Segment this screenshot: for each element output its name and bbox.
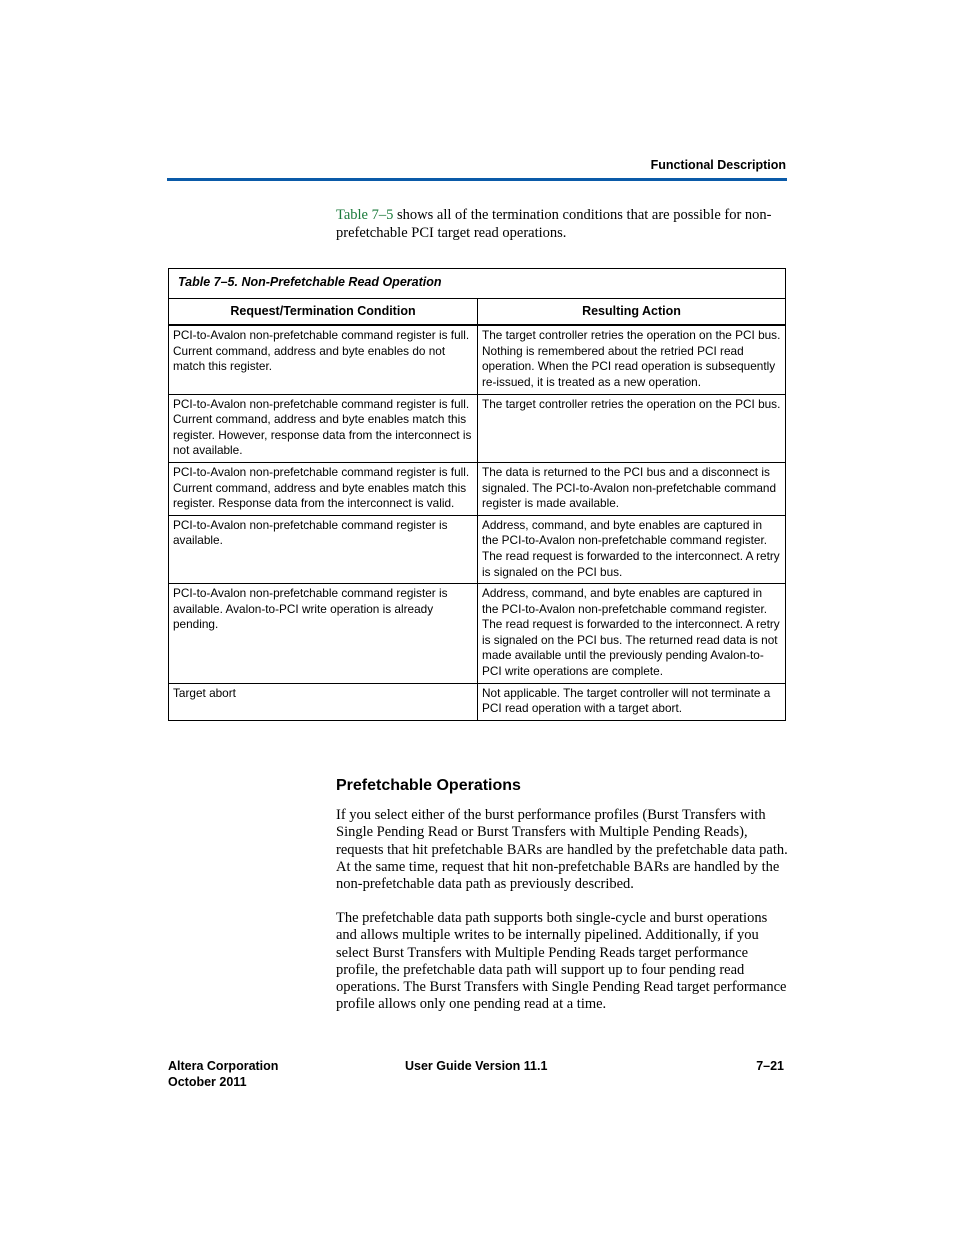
intro-text: shows all of the termination conditions that are possible for non-prefetchable PCI target read operations. <box>336 207 772 241</box>
footer-date: October 2011 <box>168 1074 247 1089</box>
intro-paragraph <box>336 207 786 242</box>
condition-cell: PCI-to-Avalon non-prefetchable command register is full. Current command, address and byte enables do not match this register. <box>169 325 478 394</box>
action-cell: Address, command, and byte enables are captured in the PCI-to-Avalon non-prefetchable command register. The read request is forwarded to the interconnect. A retry is signaled on the PCI bus. <box>478 515 786 583</box>
footer-guide-version: User Guide Version 11.1 <box>405 1059 548 1073</box>
footer-page-number: 7–21 <box>756 1059 784 1073</box>
table-row <box>169 515 786 583</box>
condition-cell: Target abort <box>169 683 478 720</box>
table-row <box>169 325 786 394</box>
condition-cell: PCI-to-Avalon non-prefetchable command register is full. Current command, address and byte enables match this register. However, response data from the interconnect is not available. <box>169 394 478 462</box>
table-cross-reference-link[interactable]: Table 7–5 <box>336 207 394 223</box>
condition-cell: PCI-to-Avalon non-prefetchable command register is available. Avalon-to-PCI write operation is already pending. <box>169 584 478 684</box>
table-row <box>169 584 786 684</box>
header-rule <box>167 178 787 181</box>
action-cell: The data is returned to the PCI bus and a disconnect is signaled. The PCI-to-Avalon non-prefetchable command register is made available. <box>478 462 786 515</box>
action-cell: The target controller retries the operation on the PCI bus. <box>478 394 786 462</box>
running-header-title: Functional Description <box>650 158 786 172</box>
table-row <box>169 683 786 720</box>
action-cell: The target controller retries the operation on the PCI bus. Nothing is remembered about the retried PCI read operation. When the PCI read operation is subsequently re-issued, it is treated as a new operation. <box>478 325 786 394</box>
table-caption: Table 7–5. Non-Prefetchable Read Operation <box>169 269 786 299</box>
section-heading: Prefetchable Operations <box>336 777 521 794</box>
condition-cell: PCI-to-Avalon non-prefetchable command register is full. Current command, address and byte enables match this register. Response data from the interconnect is valid. <box>169 462 478 515</box>
condition-cell: PCI-to-Avalon non-prefetchable command register is available. <box>169 515 478 583</box>
action-cell: Address, command, and byte enables are captured in the PCI-to-Avalon non-prefetchable command register. The read request is forwarded to the interconnect. A retry is signaled on the PCI bus. The returned read data is not made available until the previously pending Avalon-to-PCI write operations are complete. <box>478 584 786 684</box>
footer-left <box>168 1059 278 1090</box>
table-row <box>169 394 786 462</box>
column-header-action: Resulting Action <box>478 298 786 325</box>
table-row <box>169 462 786 515</box>
footer-company: Altera Corporation <box>168 1059 279 1073</box>
body-paragraph: If you select either of the burst performance profiles (Burst Transfers with Single Pending Read or Burst Transfers with Multiple Pending Reads), requests that hit prefetchable BARs are handled by the prefetchable data path. At the same time, request that hit non-prefetchable BARs are handled by the non-prefetchable data path as previously described. <box>336 807 788 893</box>
termination-conditions-table <box>168 268 786 721</box>
action-cell: Not applicable. The target controller will not terminate a PCI read operation with a target abort. <box>478 683 786 720</box>
column-header-condition: Request/Termination Condition <box>169 298 478 325</box>
body-paragraph: The prefetchable data path supports both single-cycle and burst operations and allows multiple writes to be internally pipelined. Additionally, if you select Burst Transfers with Multiple Pending Reads target performance profile, the prefetchable data path will support up to four pending read operations. The Burst Transfers with Single Pending Read target performance profile allows only one pending read at a time. <box>336 910 787 1013</box>
